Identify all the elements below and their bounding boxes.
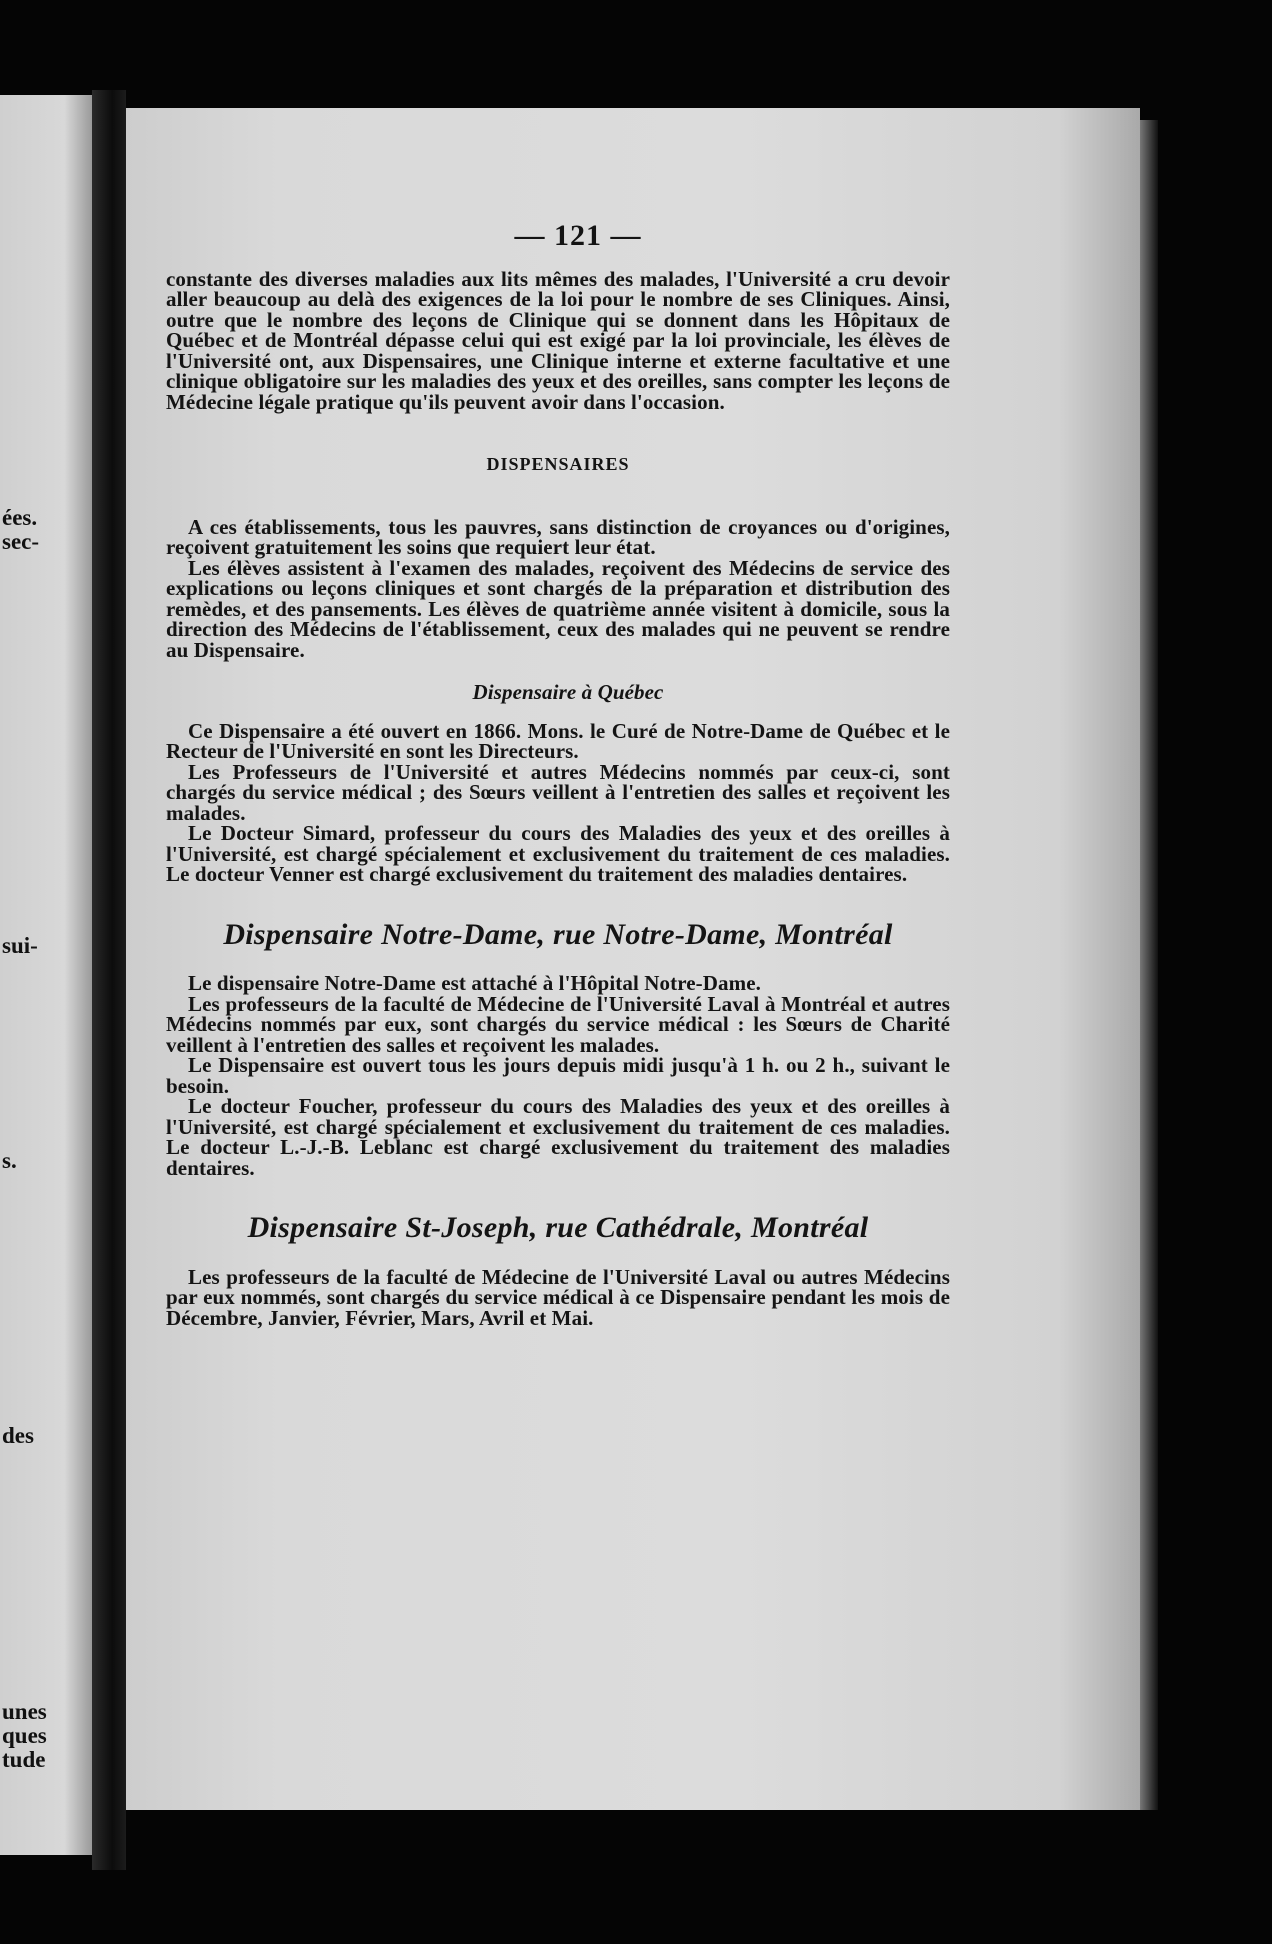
paragraph: Ce Dispensaire a été ouvert en 1866. Mons. le Curé de Notre-Dame de Québec et le Recteur de l'Université en sont les Directeurs. xyxy=(166,718,950,763)
page-number: — 121 — xyxy=(514,219,642,252)
paragraph: Le dispensaire Notre-Dame est attaché à l'Hôpital Notre-Dame. xyxy=(188,971,761,995)
paragraph: Le Docteur Simard, professeur du cours des Maladies des yeux et des oreilles à l'Université, est chargé spécialement et exclusivement du traitement de ces maladies. Le docteur Venner est chargé exclusivement du traitement des maladies dentaires. xyxy=(166,821,950,886)
book-gutter xyxy=(92,90,126,1870)
adjacent-page-fragment: ées. xyxy=(2,505,38,530)
paragraph: Les Professeurs de l'Université et autres Médecins nommés par ceux-ci, sont chargés du service médical ; des Sœurs veillent à l'entretien des salles et reçoivent les malades. xyxy=(166,759,950,825)
paragraph: Les professeurs de la faculté de Médecine de l'Université Laval à Montréal et autres Médecins nommés par eux, sont chargés du service médical : les Sœurs de Charité veillent à l'entretien des salles et reçoivent les malades. xyxy=(166,991,950,1057)
adjacent-page xyxy=(0,95,92,1855)
section-heading-quebec: Dispensaire à Québec xyxy=(472,680,664,704)
adjacent-page-fragment: ques xyxy=(2,1723,47,1748)
section-heading-dispensaires: DISPENSAIRES xyxy=(486,454,630,474)
page-content xyxy=(166,219,950,1330)
paragraph: Les élèves assistent à l'examen des malades, reçoivent des Médecins de service des explications ou leçons cliniques et sont chargés de la préparation et distribution des remèdes, et des pansements. Les élèves de quatrième année visitent à domicile, sous la direction des Médecins de l'établissement, ceux des malades qui ne peuvent se rendre au Dispensaire. xyxy=(166,555,950,662)
adjacent-page-fragment: s. xyxy=(2,1148,17,1173)
section-heading-st-joseph: Dispensaire St-Joseph, rue Cathédrale, Montréal xyxy=(247,1211,869,1244)
adjacent-page-fragment: des xyxy=(2,1423,34,1448)
section-heading-notre-dame: Dispensaire Notre-Dame, rue Notre-Dame, Montréal xyxy=(223,917,893,951)
paragraph: Le Dispensaire est ouvert tous les jours depuis midi jusqu'à 1 h. ou 2 h., suivant le besoin. xyxy=(166,1053,950,1098)
paragraph: A ces établissements, tous les pauvres, sans distinction de croyances ou d'origines, reçoivent gratuitement les soins que requiert leur état. xyxy=(166,514,950,559)
adjacent-page-fragment: unes xyxy=(2,1699,47,1724)
adjacent-page-fragment: tude xyxy=(2,1747,46,1772)
paragraph: Le docteur Foucher, professeur du cours des Maladies des yeux et des oreilles à l'Université, est chargé spécialement et exclusivement du traitement de ces maladies. Le docteur L.-J.-B. Leblanc est chargé exclusivement du traitement des maladies dentaires. xyxy=(166,1094,950,1180)
adjacent-page-fragment: sui- xyxy=(2,933,38,958)
intro-paragraph: constante des diverses maladies aux lits mêmes des malades, l'Université a cru devoir aller beaucoup au delà des exigences de la loi pour le nombre de ses Cliniques. Ainsi, outre que le nombre des leçons de Clinique qui se donnent dans les Hôpitaux de Québec et de Montréal dépasse celui qui est exigé par la loi provinciale, les élèves de l'Université ont, aux Dispensaires, une Clinique interne et externe facultative et une clinique obligatoire sur les maladies des yeux et des oreilles, sans compter les leçons de Médecine légale pratique qu'ils peuvent avoir dans l'occasion. xyxy=(166,266,950,414)
adjacent-page-fragment: sec- xyxy=(2,529,40,554)
paragraph: Les professeurs de la faculté de Médecine de l'Université Laval ou autres Médecins par eux nommés, sont chargés du service médical à ce Dispensaire pendant les mois de Décembre, Janvier, Février, Mars, Avril et Mai. xyxy=(166,1264,950,1330)
page-edge xyxy=(1140,120,1158,1810)
